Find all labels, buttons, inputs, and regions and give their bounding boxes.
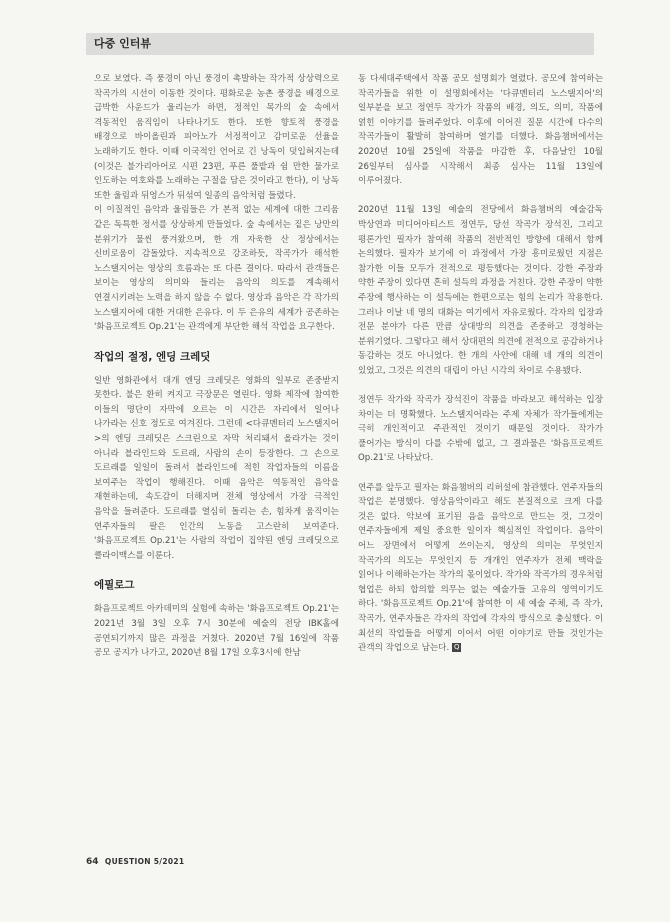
left-paragraph-1: 으로 보였다. 즉 풍경이 아닌 풍경이 촉발하는 작가적 상상력으로 작곡가의 시선이 이동한 것이다. 평화로운 농촌 풍경을 배경으로 급박한 사운드가 울리는가 하면, 정적인 목가의 숲 속에서 격동적인 움직임이 나타나기도 한다. 또한 향토적 풍경을 배경으로 바이올린과 피아노가 서정적이고 감미로운 선율을 노래하기도 한다. 이때 이국적인 언어로 긴 낭독이 덧입혀지는데(이것은 불가리아어로 시편 23편, 푸른 풀밭과 쉼 만한 물가로 인도하는 여호와를 노래하는 구절을 담은 것이라고 한다), 이 낭독 또한 울림과 뒤엉스가 뒤섞여 일종의 음악처럼 들렸다. [94, 74, 339, 201]
end-mark-icon: Q [453, 643, 460, 652]
right-paragraph-1: 동 다세대주택에서 작품 공모 설명회가 열렸다. 공모에 참여하는 작곡가들을 위한 이 설명회에서는 '다큐멘터리 노스탤지어'의 일부분을 보고 정연두 작가가 작품의 배경, 의도, 의미, 작품에 얽힌 이야기를 들려주었다. 이후에 이어진 질문 시간에 다수의 작곡가들이 활발히 참여하며 열기를 더했다. 화음챔버에서는 2020년 10월 25일에 작품을 마감한 후, 다음날인 10월 26일부터 심사를 시작해서 최종 심사는 11월 13일에 이루어졌다. [358, 74, 603, 187]
right-paragraph-3: 정연두 작가와 작곡가 장석진이 작품을 바라보고 해석하는 입장 차이는 더 명확했다. 노스탤지어라는 주제 자체가 작가들에게는 극히 개인적이고 주관적인 것이기 때문일 것이다. 작가가 풀어가는 방식이 다를 수밖에 없고, 그 결과물은 '화음프로젝트 Op.21'로 나타났다. [358, 395, 603, 464]
subheading-epilogue: 에필로그 [94, 579, 135, 592]
right-column [358, 72, 603, 656]
section-header-bar [86, 33, 594, 55]
right-paragraph-4 [358, 481, 603, 656]
left-paragraph-2: 이 이질적인 음악과 울림들은 가 본적 없는 세계에 대한 그리움 같은 독특한 정서를 상상하게 만들었다. 숲 속에서는 짙은 낭만의 분위기가 물씬 풍겨왔으며, 한 개 자욱한 산 정상에서는 신비로움이 감돌았다. 지속적으로 강조하듯, 작곡가가 해석한 노스탤지어는 영상의 흐름과는 또 다른 결이다. 따라서 관객들은 보이는 영상의 의미와 들리는 음악의 의도를 계속해서 연결시키려는 노력을 하지 않을 수 없다. 영상과 음악은 각 작가의 노스탤지어에 대한 거대한 은유다. 이 두 은유의 세계가 공존하는 '화음프로젝트 Op.21'는 관객에게 부단한 해석 작업을 요구한다. [94, 205, 339, 333]
right-paragraph-4-text: 연주를 앞두고 필자는 화음챔버의 리허설에 참관했다. 연주자들의 작업은 분명했다. 영상음악이라고 해도 본질적으로 크게 다를 것은 없다. 악보에 표기된 음을 음악으로 만드는 것, 그것이 연주자들에게 제일 중요한 일이자 핵심적인 작업이다. 음악이 어느 장면에서 어떻게 쓰이는지, 영상의 의미는 무엇인지 작곡가의 의도는 무엇인지 등 개개인 연주자가 전체 맥락을 읽어나 이해하는가는 작가의 몫이었다. 작가와 작곡가의 경우처럼 협업은 하되 합의할 의무는 없는 예술가들 고유의 영역이기도 하다. '화음프로젝트 Op.21'에 참여한 이 세 예술 주체, 즉 작가, 작곡가, 연주자들은 각자의 작업에 각자의 방식으로 충실했다. 이 최선의 작업들을 어떻게 이어서 어떤 이야기로 만들 것인가는 관객의 작업으로 남는다. [358, 482, 603, 654]
issue-label: QUESTION 5/2021 [104, 857, 185, 866]
page-number: 64 [86, 857, 99, 867]
right-paragraph-2: 2020년 11월 13일 예술의 전당에서 화음챔버의 예술감독 박상연과 미디어아티스트 정연두, 당선 작곡가 장석진, 그리고 평론가인 필자가 참여해 작품의 전반적인 방향에 대해서 함께 논의했다. 필자가 보기에 이 과정에서 가장 흥미로웠던 지점은 참가한 이들 모두가 전적으로 평등했다는 것이다. 강한 주장과 약한 주장이 있다면 흔히 설득의 과정을 거친다. 강한 주장이 약한 주장에 행사하는 이 설득에는 한편으로는 힘의 논리가 작용한다. 그러나 이날 네 명의 대화는 여기에서 자유로웠다. 각자의 입장과 전문 분야가 다른 만큼 상대방의 의견을 존중하고 경청하는 분위기였다. 그렇다고 해서 상대편의 의견에 전적으로 공감하거나 동감하는 것도 아니었다. 한 개의 사안에 대해 네 개의 의견이 있었고, 그것은 의견의 대립이 아닌 시각의 차이로 수용됐다. [358, 205, 603, 376]
left-column [94, 72, 339, 661]
page-footer [86, 857, 184, 867]
left-paragraph-3: 일반 영화관에서 대개 엔딩 크레딧은 영화의 일부로 존중받지 못한다. 불은 환히 켜지고 극장문은 열린다. 영화 제작에 참여한 이들의 명단이 자막에 오르는 이 시간은 자리에서 일어나 나가라는 신호 정도로 여겨진다. 그런데 <다큐멘터리 노스탤지어>의 엔딩 크레딧은 스크린으로 자막 처리돼서 올라가는 것이 아니라 블라인드와 도르래, 사람의 손이 등장한다. 그 손으로 도르래를 일일이 돌려서 블라인드에 적힌 작업자들의 이름을 보여주는 작업이 행해진다. 이때 음악은 역동적인 음악을 재현하는데, 속도감이 더해지며 전체 영상에서 가장 극적인 음악을 들려준다. 도르래를 열심히 돌리는 손, 힘차게 움직이는 연주자들의 팔은 인간의 노동을 고스란히 보여준다. '화음프로젝트 Op.21'는 사람의 작업이 집약된 엔딩 크레딧으로 클라이맥스를 이룬다. [94, 375, 339, 561]
paragraph-gap [358, 189, 603, 204]
left-paragraph-4: 화음프로젝트 아카데미의 실험에 속하는 '화음프로젝트 Op.21'는 2021년 3월 3일 오후 7시 30분에 예술의 전당 IBK홀에 공연되기까지 많은 과정을 거쳤다. 2020년 7월 16일에 작품 공모 공지가 나가고, 2020년 8월 17일 오후3시에 한남 [94, 604, 339, 659]
subheading-ending-credit: 작업의 절정, 엔딩 크레딧 [94, 350, 211, 363]
section-title: 다중 인터뷰 [94, 37, 151, 50]
paragraph-gap [358, 378, 603, 393]
paragraph-gap [358, 466, 603, 481]
